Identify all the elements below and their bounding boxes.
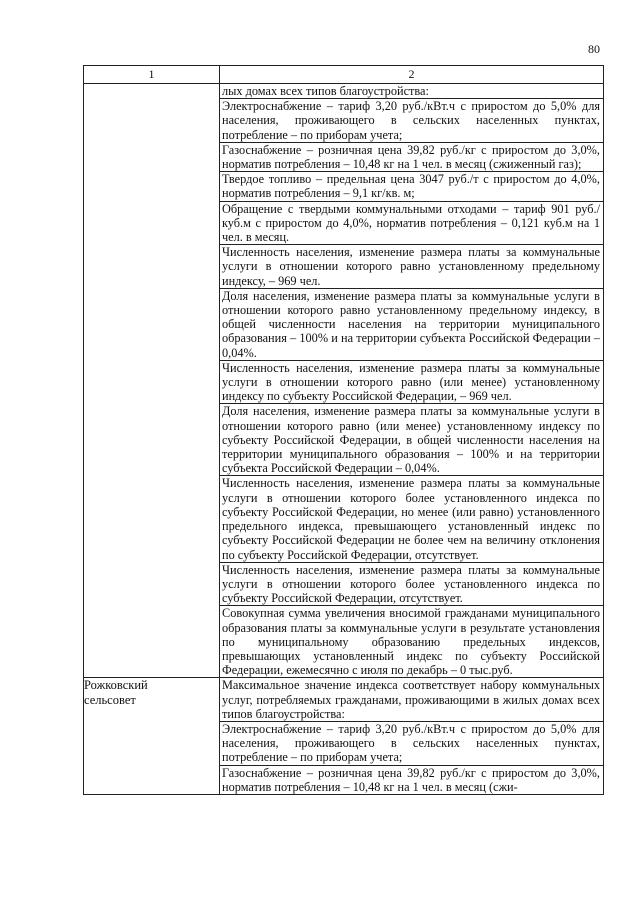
description-paragraph: Электроснабжение – тариф 3,20 руб./кВт.ч с приростом до 5,0% для населения, проживающего в сельских населенных пунктах, потребление – по приборам учета; xyxy=(220,721,603,765)
table-header-row xyxy=(84,66,604,84)
column-header-2: 2 xyxy=(220,66,604,84)
municipality-cell xyxy=(84,84,220,678)
description-paragraph: Газоснабжение – розничная цена 39,82 руб./кг с приростом до 3,0%, норматив потребления – 10,48 кг на 1 чел. в месяц (сжиженный газ); xyxy=(220,142,603,171)
description-paragraph: Численность населения, изменение размера платы за коммунальные услуги в отношении которого более установленного индекса по субъекту Российской Федерации, но менее (или равно) установленного предельного индекса, превышающего установленный индекс по субъекту Российской Федерации не более чем на величину отклонения по субъекту Российской Федерации, отсутствует. xyxy=(220,475,603,561)
description-cell xyxy=(220,678,604,795)
table-row xyxy=(84,84,604,678)
description-paragraph: Доля населения, изменение размера платы за коммунальные услуги в отношении которого равно установленному предельному индексу, в общей численности населения на территории муниципального образования – 100% и на территории субъекта Российской Федерации – 0,04%. xyxy=(220,288,603,360)
description-paragraph: Численность населения, изменение размера платы за коммунальные услуги в отношении которого равно установленному предельному индексу, – 969 чел. xyxy=(220,244,603,288)
description-cell xyxy=(220,84,604,678)
description-paragraph: Обращение с твердыми коммунальными отходами – тариф 901 руб./куб.м с приростом до 4,0%, норматив потребления – 0,121 куб.м на 1 чел. в месяц. xyxy=(220,201,603,245)
municipality-name-line: Рожковский xyxy=(84,678,148,693)
description-paragraph: Численность населения, изменение размера платы за коммунальные услуги в отношении которого равно (или менее) установленному индексу по субъекту Российской Федерации, – 969 чел. xyxy=(220,360,603,404)
description-paragraph: Максимальное значение индекса соответствует набору коммунальных услуг, потребляемых гражданами, проживающими в жилых домах всех типов благоустройства: xyxy=(222,678,600,721)
description-paragraph: Доля населения, изменение размера платы за коммунальные услуги в отношении которого равно (или менее) установленному индексу по субъекту Российской Федерации, в общей численности населения на территории муниципального образования – 100% и на территории субъекта Российской Федерации – 0,04%. xyxy=(220,403,603,475)
description-paragraph: лых домах всех типов благоустройства: xyxy=(222,84,429,98)
description-paragraph: Газоснабжение – розничная цена 39,82 руб./кг с приростом до 3,0%, норматив потребления – 10,48 кг на 1 чел. в месяц (сжи- xyxy=(220,765,603,794)
document-table xyxy=(83,65,604,795)
description-paragraph: Электроснабжение – тариф 3,20 руб./кВт.ч с приростом до 5,0% для населения, проживающего в сельских населенных пунктах, потребление – по приборам учета; xyxy=(220,98,603,142)
description-paragraph: Совокупная сумма увеличения вносимой гражданами муниципального образования платы за коммунальные услуги в результате установления по муниципальному образованию предельных индексов, превышающих установленный индекс по субъекту Российской Федерации, ежемесячно с июля по декабрь – 0 тыс.руб. xyxy=(220,605,603,677)
municipality-cell xyxy=(84,678,220,795)
description-paragraph: Численность населения, изменение размера платы за коммунальные услуги в отношении которого более установленного индекса по субъекту Российской Федерации, отсутствует. xyxy=(220,562,603,606)
table-row xyxy=(84,678,604,795)
column-header-1: 1 xyxy=(84,66,220,84)
municipality-name-line: сельсовет xyxy=(84,692,136,707)
description-paragraph: Твердое топливо – предельная цена 3047 руб./т с приростом до 4,0%, норматив потребления – 9,1 кг/кв. м; xyxy=(220,171,603,200)
page-number: 80 xyxy=(588,42,600,56)
